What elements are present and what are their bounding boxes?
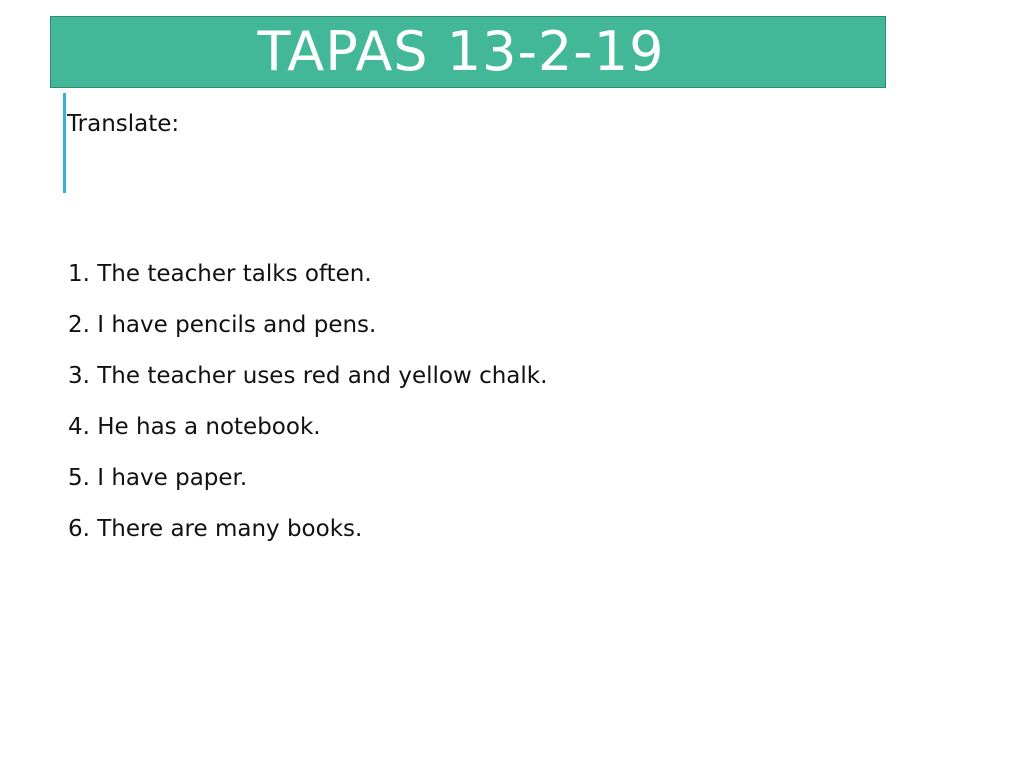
slide-title-bar: [50, 16, 886, 88]
slide-title: TAPAS 13-2-19: [257, 20, 665, 83]
accent-line: [63, 93, 66, 193]
translation-list: [68, 257, 547, 563]
list-item: 6. There are many books.: [68, 516, 363, 542]
list-item: 5. I have paper.: [68, 465, 248, 491]
intro-text: Translate:: [67, 111, 180, 137]
list-item: 1. The teacher talks often.: [68, 261, 372, 287]
list-item: 2. I have pencils and pens.: [68, 312, 377, 338]
list-item: 4. He has a notebook.: [68, 414, 321, 440]
list-item: 3. The teacher uses red and yellow chalk.: [68, 363, 548, 389]
